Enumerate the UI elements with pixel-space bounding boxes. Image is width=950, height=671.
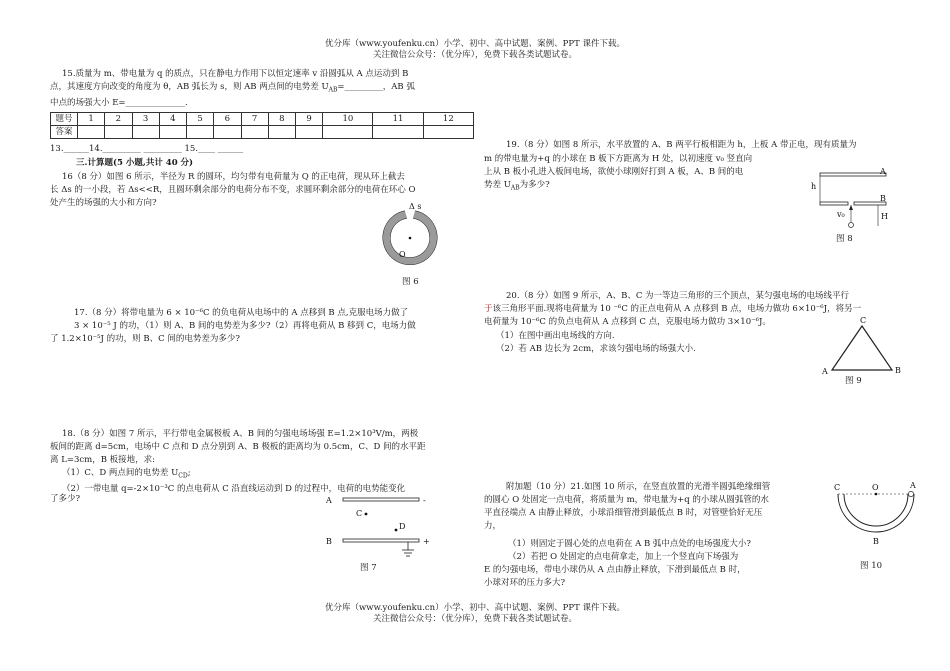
q15-line-1: 15.质量为 m、带电量为 q 的质点，只在静电力作用下以恒定速率 v 沿圆弧从 A 点运动到 B [62,69,409,79]
table-head-number: 题号 [51,113,78,126]
fig10-label-a: A [910,481,916,490]
fig7-label-c: C [356,509,363,518]
q19-line-4: 势差 U [484,180,511,190]
q20-line-1: 20.（8 分）如图 9 所示，A、B、C 为一等边三角形的三个顶点，某匀强电场的电场线平行 [506,291,850,301]
fig8-label-a: A [880,167,886,176]
table-head-answer: 答案 [51,126,78,139]
section-3-title: 三.计算题(5 小题,共计 40 分) [76,158,194,168]
question-16 [62,171,482,184]
fill-blank-line: 13.______14._________ _________ 15.____ ______ [50,144,244,154]
q16-line-1: 16（8 分）如图 6 所示，半径为 R 的圆环，均匀带有电荷量为 Q 的正电荷，现从环上截去 [62,172,405,182]
answer-cell[interactable] [296,126,323,139]
table-cell: 6 [214,113,241,126]
fig10-label-b: B [873,537,879,546]
table-cell: 2 [105,113,132,126]
question-15-cont [50,81,480,110]
answer-cell[interactable] [268,126,295,139]
fig6-o-label: O [399,250,406,259]
answer-cell[interactable] [214,126,241,139]
q19-line-2: m 的带电量为+q 的小球在 B 板下方距离为 H 处，以初速度 v₀ 竖直向 [484,154,753,164]
figure-8-caption: 图 8 [836,234,853,244]
q20-line-5: （2）若 AB 边长为 2cm，求该匀强电场的场强大小. [496,344,696,354]
q15-line-2: 点，其速度方向改变的角度为 θ，AB 弧长为 s，则 AB 两点间的电势差 U [50,82,329,92]
q16-line-2: 长 Δs 的一小段，若 Δs<<R，且圆环剩余部分的电荷分布不变，求圆环剩余部分的电荷在环心 O [50,185,416,195]
q20-line-4: （1）在图中画出电场线的方向. [496,331,615,341]
figure-10-semicircle [828,480,924,550]
answer-cell[interactable] [373,126,423,139]
q15-line-3: 中点的场强大小 E=______________. [50,97,188,108]
fig10-label-c: C [834,483,841,492]
question-15 [62,68,482,81]
q21-line-6: （2）若把 O 处固定的点电荷拿走，加上一个竖直向下场强为 [508,552,739,562]
table-row [51,113,474,126]
q19-line-4b: 为多少? [519,180,550,190]
figure-9-triangle [820,318,910,378]
table-cell: 7 [241,113,268,126]
answer-cell[interactable] [323,126,373,139]
answer-cell[interactable] [159,126,186,139]
q21-line-1: 附加题（10 分）21.如图 10 所示，在竖直放置的光滑半圆弧绝缘细管 [506,482,771,492]
question-19 [506,139,906,152]
fig8-label-v0: v₀ [837,210,845,219]
header-line-1: 优分库（www.youfenku.cn）小学、初中、高中试题、案例、PPT 课件下载。 [325,39,625,49]
fig7-label-a: A [326,496,332,505]
q18-line-4b: ; [187,468,191,478]
figure-9-caption: 图 9 [845,376,862,386]
question-20 [506,290,906,303]
q19-line-1: 19.（8 分）如图 8 所示，水平放置的 A、B 两平行板相距为 h，上板 A 带正电，现有质量为 [506,140,857,150]
q18-line-5: （2）一带电量 q=-2×10⁻³C 的点电荷从 C 沿直线运动到 D 的过程中，电荷的电势能变化 [62,483,406,494]
fig10-label-o: O [872,483,879,492]
header-line-2: 关注微信公众号：（优分库），免费下载各类试题试卷。 [372,50,577,60]
q16-line-3: 处产生的场强的大小和方向? [50,198,157,208]
fig9-label-b: B [895,366,901,375]
fig8-label-big-h: H [881,212,888,221]
figure-6-caption: 图 6 [402,277,419,287]
table-cell: 9 [296,113,323,126]
q19-sub: AB [510,184,520,192]
answer-cell[interactable] [423,126,473,139]
q19-line-3: 上从 B 板小孔进入板间电场，欲使小球刚好打到 A 板，A、B 间的电 [484,167,744,177]
q21-line-5: （1）则固定于圆心处的点电荷在 A B 弧中点处的电场强度大小? [508,539,751,549]
question-20-parts [496,330,826,356]
table-cell: 1 [78,113,105,126]
q21-line-2: 的圆心 O 处固定一点电荷，将质量为 m，带电量为+q 的小球从圆弧管的水 [484,495,769,505]
q18-line-6: 了多少? [50,494,81,504]
fig8-label-h: h [811,182,817,191]
footer-line-2: 关注微信公众号：（优分库），免费下载各类试题试卷。 [372,614,577,624]
question-18 [62,428,482,441]
figure-8-plates [808,164,898,234]
fig9-label-a: A [822,367,828,376]
fig9-label-c: C [860,316,867,325]
fig6-ds-label: Δ s [409,202,422,211]
table-cell: 10 [323,113,373,126]
q17-line-2: 3 × 10⁻⁵ J 的功，（1）则 A、B 间的电势差为多少?（2）再将电荷从 B 移到 C，电场力做 [74,321,416,331]
figure-7-caption: 图 7 [360,563,377,573]
question-18-cont [50,441,482,467]
q20-line-3: 电荷量为 10⁻⁶C 的负点电荷从 A 点移到 C 点，克服电场力做功 3×10⁻⁶J。 [484,317,771,327]
q18-line-3: 离 L=3cm，B 板接地，求: [50,455,156,465]
figure-7-plates [320,492,440,562]
q21-line-3: 平直径端点 A 由静止释放，小球沿细管滑到最低点 B 时，对管壁恰好无压 [484,508,763,518]
table-cell: 4 [159,113,186,126]
answer-cell[interactable] [132,126,159,139]
fig8-label-b: B [880,194,886,203]
table-cell: 12 [423,113,473,126]
q21-line-8: 小球对环的压力多大? [484,578,566,588]
q21-line-7: E 的匀强电场，带电小球仍从 A 点由静止释放，下滑到最低点 B 时， [484,565,746,575]
table-cell: 11 [373,113,423,126]
fig7-label-b: B [326,537,332,546]
question-17 [74,307,484,333]
footer-line-1: 优分库（www.youfenku.cn）小学、初中、高中试题、案例、PPT 课件下载。 [325,603,625,613]
q21-line-4: 力， [484,521,502,531]
q20-line-2: 该三角形平面.现将电荷量为 10 ⁻⁶C 的正点电荷从 A 点移到 B 点，电场力做功 6×10⁻⁶J，将另一 [492,304,862,314]
figure-6-ring [375,203,445,273]
figure-10-caption: 图 10 [860,561,883,571]
q15-line-2b: =_________，AB 弧 [337,82,415,92]
question-21-parts [508,538,828,564]
question-17-cont [50,333,480,346]
table-row [51,126,474,139]
q20-red-char: 于 [484,304,493,314]
question-19-cont [484,153,817,195]
table-cell: 5 [187,113,214,126]
table-cell: 8 [268,113,295,126]
question-21 [506,481,826,494]
answer-cell[interactable] [78,126,105,139]
q18-line-1: 18.（8 分）如图 7 所示，平行带电金属极板 A、B 间的匀强电场场强 E=1.2×10³V/m，两极 [62,429,419,439]
q17-line-1: 17.（8 分）将带电量为 6 × 10⁻⁶C 的负电荷从电场中的 A 点移到 B 点,克服电场力做了 [74,308,409,318]
fig7-plus: + [423,537,430,546]
answer-cell[interactable] [241,126,268,139]
table-cell: 3 [132,113,159,126]
q15-sub: AB [328,86,338,94]
question-21-cont-2 [484,564,824,590]
question-21-cont [484,494,824,533]
answer-cell[interactable] [105,126,132,139]
fig7-label-d: D [399,522,406,531]
q18-line-2: 板间的距离 d=5cm，电场中 C 点和 D 点分别到 A、B 极板的距离均为 0.5cm，C、D 间的水平距 [50,442,426,452]
answer-table [50,112,474,139]
q17-line-3: 了 1.2×10⁻⁵J 的功，则 B、C 间的电势差为多少? [50,334,240,344]
q18-line-4: （1）C、D 两点间的电势差 U [62,468,179,478]
answer-cell[interactable] [187,126,214,139]
fig7-minus: - [423,496,426,505]
q18-sub: CD [178,472,188,480]
